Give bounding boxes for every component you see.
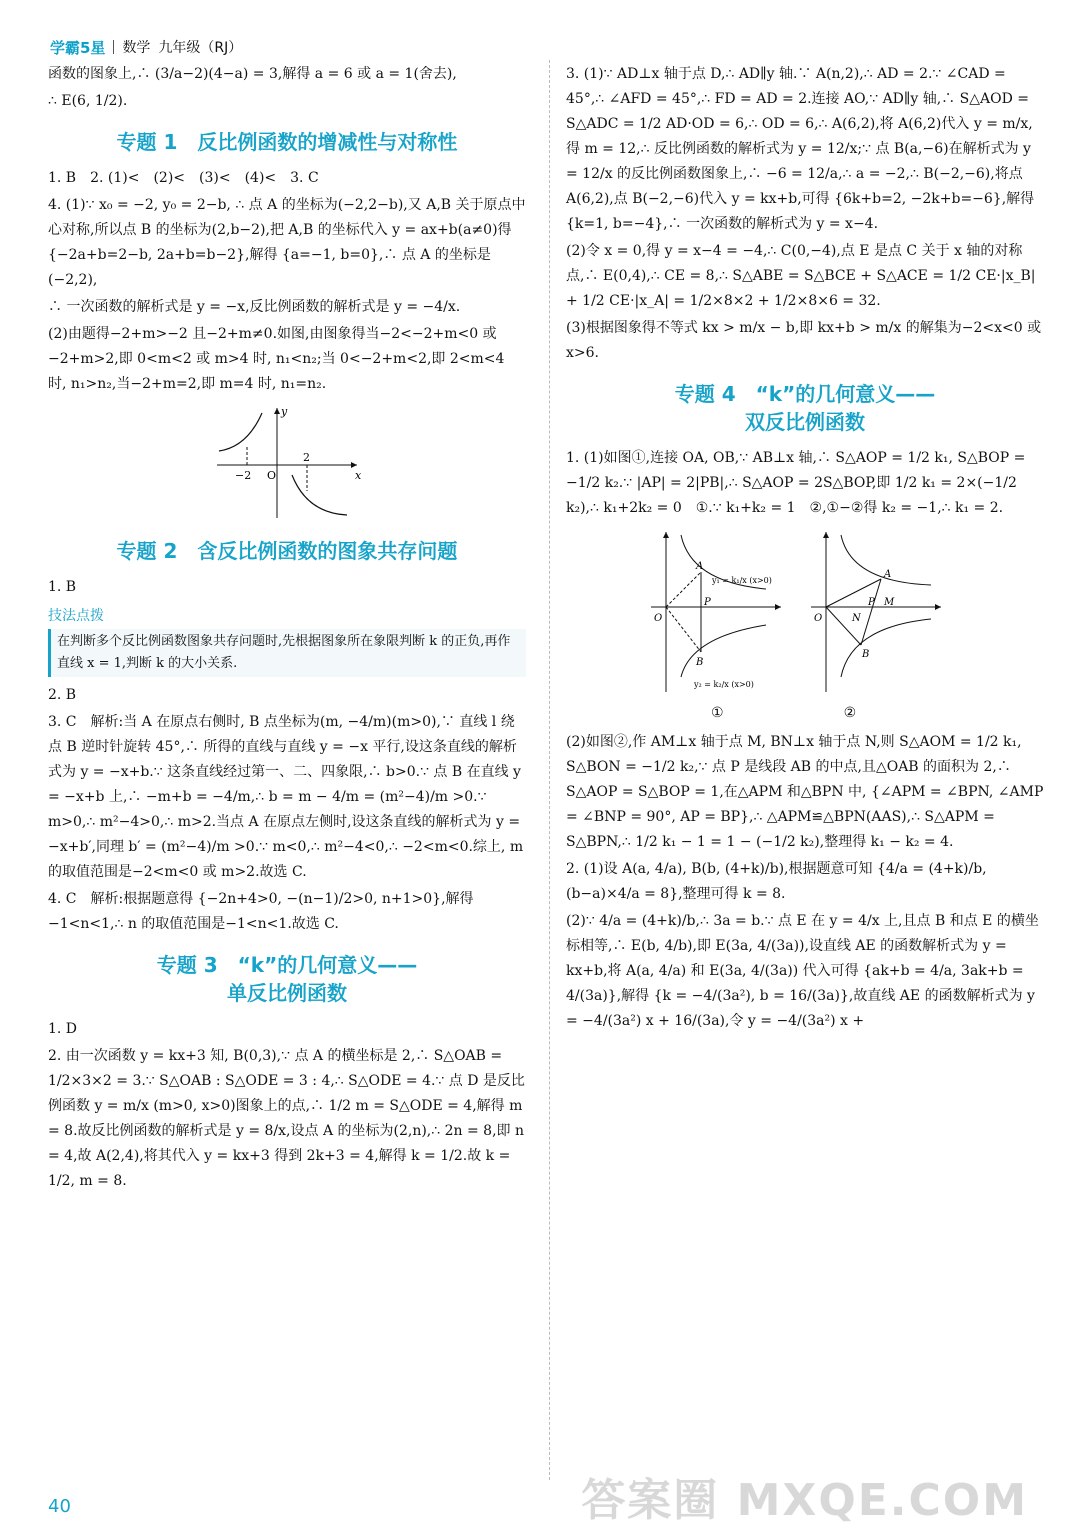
graph-pos2-label: 2 (303, 451, 310, 464)
svg-text:O: O (654, 613, 663, 624)
graph-x-label: x (355, 469, 362, 482)
topic4-title-line1: 专题 4 “k”的几何意义—— (674, 382, 936, 406)
column-divider (549, 60, 550, 1480)
topic4-figures (646, 527, 1044, 697)
fig1-caption: ① (711, 705, 724, 721)
fig1-label-bottom: y₂ = k₂/x (x>0) (694, 680, 754, 689)
svg-text:B: B (696, 657, 704, 668)
graph-neg2-label: −2 (235, 469, 252, 482)
topic3-q2: 2. 由一次函数 y = kx+3 知, B(0,3),∵ 点 A 的横坐标是 2,∴ S△OAB = 1/2×3×2 = 3.∵ S△OAB : S△ODE = 3 : 4,∴ S△ODE = 4.∵ 点 D 是反比例函数 y = m/x (m>0, x>0)图象上的点,∴ 1/2 m = S△ODE = 4,解得 m = 8.故反比例函数的解析式是 y = 8/x,设点 A 的坐标为(2,n),∴ 2n = 8,即 n = 4,故 A(2,4),将其代入 y = kx+3 得到 2k+3 = 4,解得 k = 1/2.故 k = 1/2, m = 8. (48, 1048, 525, 1189)
topic2-q1: 1. B (48, 579, 77, 595)
brand-logo: 学霸5星 (50, 38, 106, 57)
graph-y-label: y (281, 405, 288, 418)
topic2-q4: 4. C 解析:根据题意得 {−2n+4>0, −(n−1)/2>0, n+1>0},解得−1<n<1,∴ n 的取值范围是−1<n<1.故选 C. (48, 891, 474, 932)
svg-text:A: A (696, 561, 704, 572)
topic3-q3-part2: (2)令 x = 0,得 y = x−4 = −4,∴ C(0,−4),点 E 是点 C 关于 x 轴的对称点,∴ E(0,4),∴ CE = 8,∴ S△ABE = S△BCE + S△ACE = 1/2 CE·|x_B| + 1/2 CE·|x_A| = 1/2×8×2 + 1/2×8×6 = 32. (566, 243, 1036, 309)
tip-box: 在判断多个反比例函数图象共存问题时,先根据图象所在象限判断 k 的正负,再作直线 x = 1,判断 k 的大小关系. (48, 629, 526, 677)
topic4-title (566, 380, 1044, 436)
topic3-q1: 1. D (48, 1021, 78, 1037)
topic3-title-line1: 专题 3 “k”的几何意义—— (156, 953, 418, 977)
page-number: 40 (48, 1496, 71, 1517)
svg-text:O: O (814, 613, 823, 624)
subject-label: 数学 (122, 40, 151, 56)
intro-line-2: ∴ E(6, 1/2). (48, 93, 128, 109)
svg-text:N: N (852, 613, 861, 624)
topic1-title: 专题 1 反比例函数的增减性与对称性 (116, 130, 458, 154)
watermark: 答案圈 MXQE.COM (581, 1475, 1028, 1526)
fig1-label-top: y₁ = k₁/x (x>0) (712, 576, 772, 585)
svg-text:P: P (704, 597, 711, 608)
fig2-caption: ② (843, 705, 857, 721)
topic4-q1b: (2)如图②,作 AM⊥x 轴于点 M, BN⊥x 轴于点 N,则 S△AOM = 1/2 k₁, S△BON = −1/2 k₂,∵ 点 P 是线段 AB 的中点,且△OAB 的面积为 2,∴ S△AOP = S△BOP = 1,在△APM 和△BPN 中, {∠APM = ∠BPN, ∠AMP = ∠BNP = 90°, AP = BP},∴ △APM≌△BPN(AAS),∴ S△APM = S△BPN,∴ 1/2 k₁ − 1 = 1 − (−1/2 k₂),整理得 k₁ − k₂ = 4. (566, 734, 1044, 850)
right-column (566, 62, 1044, 1036)
topic3-title-line2: 单反比例函数 (227, 981, 347, 1005)
figure-2 (806, 527, 946, 697)
page-header (50, 36, 242, 58)
svg-text:A: A (884, 569, 892, 580)
svg-text:M: M (884, 597, 895, 608)
svg-text:P: P (868, 597, 875, 608)
header-divider (113, 40, 114, 54)
topic4-q1: 1. (1)如图①,连接 OA, OB,∵ AB⊥x 轴,∴ S△AOP = 1/2 k₁, S△BOP = −1/2 k₂.∵ |AP| = 2|PB|,∴ S△AOP = 2S△BOP,即 1/2 k₁ = 2×(−1/2 k₂),∴ k₁+2k₂ = 0 ①.∵ k₁+k₂ = 1 ②,①−②得 k₂ = −1,∴ k₁ = 2. (566, 450, 1026, 516)
hyperbola-graph (207, 403, 367, 523)
topic1-answers: 1. B 2. (1)< (2)< (3)< (4)< 3. C (48, 170, 319, 186)
topic2-q3: 3. C 解析:当 A 在原点右侧时, B 点坐标为(m, −4/m)(m>0),∵ 直线 l 绕点 B 逆时针旋转 45°,∴ 所得的直线与直线 y = −x 平行,设这条直线的解析式为 y = −x+b.∵ 这条直线经过第一、二、四象限,∴ b>0.∵ 点 B 在直线 y = −x+b 上,∴ −m+b = −4/m,∴ b = m − 4/m = (m²−4)/m >0.∵ m>0,∴ m²−4>0,∴ m>2.当点 A 在原点左侧时,设这条直线的解析式为 y = −x+b′,同理 b′ = (m²−4)/m >0.∵ m<0,∴ m²−4<0,∴ −2<m<0.综上, m 的取值范围是−2<m<0 或 m>2.故选 C. (48, 714, 524, 880)
figure-captions (711, 701, 1044, 726)
svg-text:B: B (862, 649, 870, 660)
grade-label: 九年级（RJ） (158, 40, 243, 56)
topic3-q3-part1: 3. (1)∵ AD⊥x 轴于点 D,∴ AD∥y 轴.∵ A(n,2),∴ AD = 2.∵ ∠CAD = 45°,∴ ∠AFD = 45°,∴ FD = AD = 2.连接 AO,∵ AD∥y 轴,∴ S△AOD = S△ADC = 1/2 AD·OD = 6,∴ OD = 6,∴ A(6,2),将 A(6,2)代入 y = m/x,得 m = 12,∴ 反比例函数的解析式为 y = 12/x;∵ 点 B(a,−6)在解析式为 y = 12/x 的反比例函数图象上,∴ −6 = 12/a,∴ a = −2,∴ B(−2,−6),将点 A(6,2),点 B(−2,−6)代入 y = kx+b,可得 {6k+b=2, −2k+b=−6},解得 {k=1, b=−4},∴ 一次函数的解析式为 y = x−4. (566, 66, 1035, 232)
topic4-q2: 2. (1)设 A(a, 4/a), B(b, (4+k)/b),根据题意可知 {4/a = (4+k)/b, (b−a)×4/a = 8},整理可得 k = 8. (566, 861, 987, 902)
topic4-title-line2: 双反比例函数 (745, 410, 865, 434)
tip-label: 技法点拨 (48, 608, 104, 624)
topic1-q4-part1: 4. (1)∵ x₀ = −2, y₀ = 2−b, ∴ 点 A 的坐标为(−2,2−b),又 A,B 关于原点中心对称,所以点 B 的坐标为(2,b−2),把 A,B 的坐标代入 y = ax+b(a≠0)得 {−2a+b=2−b, 2a+b=b−2},解得 {a=−1, b=0},∴ 点 A 的坐标是(−2,2), (48, 197, 526, 288)
topic3-title (48, 951, 526, 1007)
left-column (48, 62, 526, 1196)
topic3-q3-part3: (3)根据图象得不等式 kx > m/x − b,即 kx+b > m/x 的解集为−2<x<0 或 x>6. (566, 320, 1042, 361)
intro-line-1: 函数的图象上,∴ (3/a−2)(4−a) = 3,解得 a = 6 或 a = 1(舍去), (48, 66, 457, 82)
topic2-q2: 2. B (48, 687, 77, 703)
topic1-q4-conclusion: ∴ 一次函数的解析式是 y = −x,反比例函数的解析式是 y = −4/x. (48, 299, 461, 315)
topic2-title: 专题 2 含反比例函数的图象共存问题 (116, 539, 458, 563)
topic1-q4-part2: (2)由题得−2+m>−2 且−2+m≠0.如图,由图象得当−2<−2+m<0 或−2+m>2,即 0<m<2 或 m>4 时, n₁<n₂;当 0<−2+m<2,即 2<m<4 时, n₁>n₂,当−2+m=2,即 m=4 时, n₁=n₂. (48, 326, 505, 392)
topic4-q2b: (2)∵ 4/a = (4+k)/b,∴ 3a = b.∵ 点 E 在 y = 4/x 上,且点 B 和点 E 的横坐标相等,∴ E(b, 4/b),即 E(3a, 4/(3a)),设直线 AE 的函数解析式为 y = kx+b,将 A(a, 4/a) 和 E(3a, 4/(3a)) 代入可得 {ak+b = 4/a, 3ak+b = 4/(3a)},解得 {k = −4/(3a²), b = 16/(3a)},故直线 AE 的函数解析式为 y = −4/(3a²) x + 16/(3a),令 y = −4/(3a²) x + (566, 913, 1039, 1029)
figure-1 (646, 527, 786, 697)
graph-origin-label: O (267, 469, 277, 482)
